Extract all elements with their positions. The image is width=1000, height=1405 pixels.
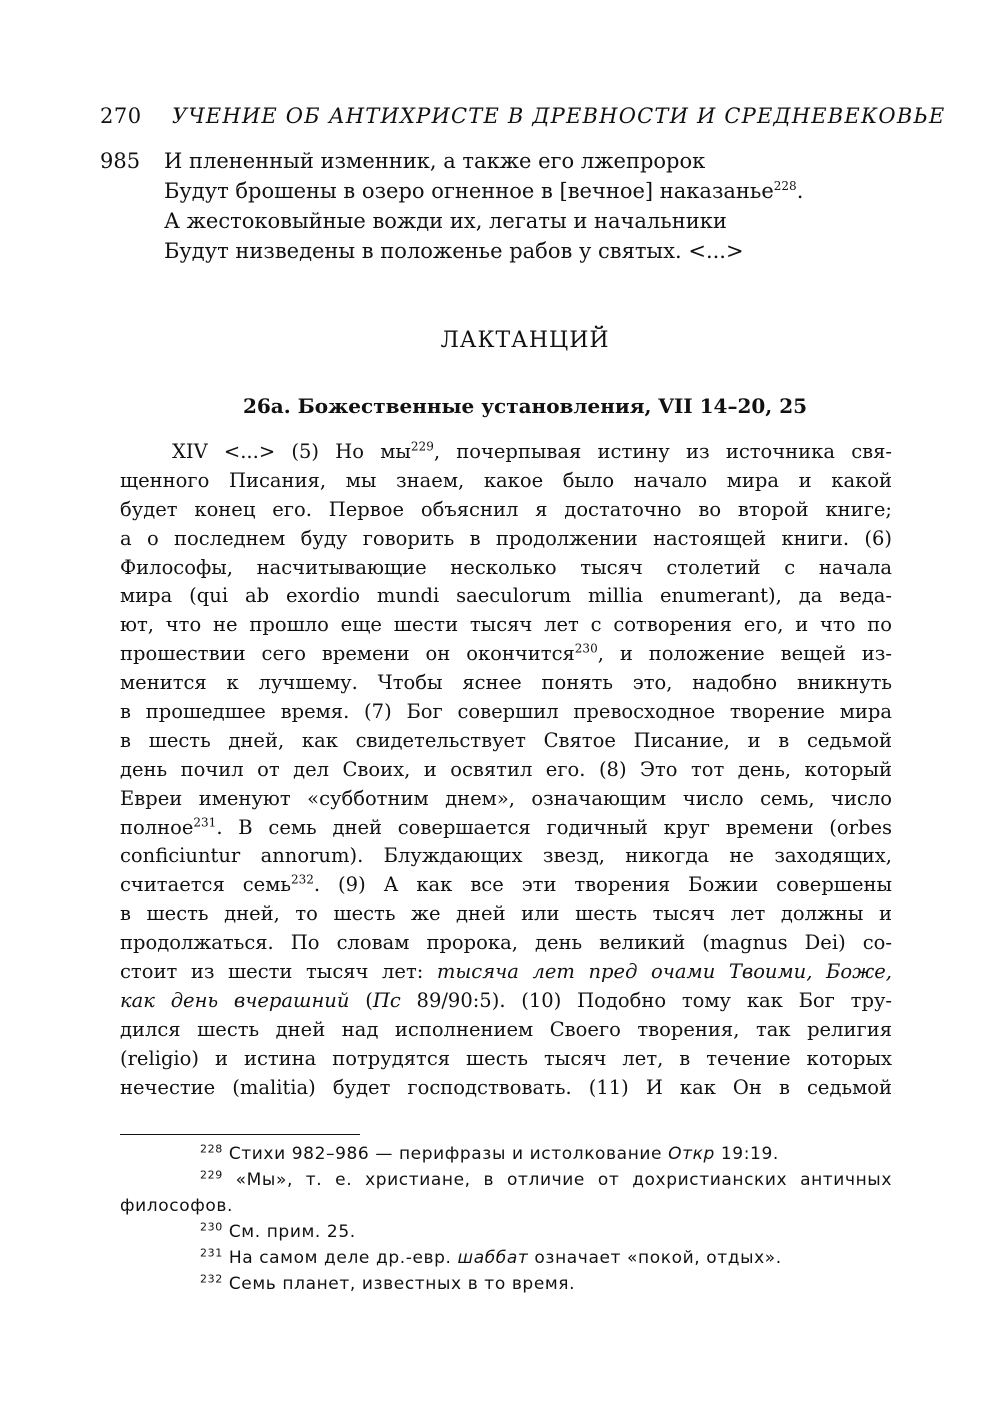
footnote-231: $^{231}$ На самом деле др.-евр. шаббат означает «покой, отдых». bbox=[200, 1246, 782, 1268]
text-line: дился шесть дней над исполнением Своего творения, так религия bbox=[120, 1017, 892, 1041]
body-text bbox=[120, 438, 892, 1102]
text-line: как день вчерашний (Пс 89/90:5). (10) Подобно тому как Бог тру- bbox=[120, 988, 893, 1012]
footnote-230: $^{230}$ См. прим. 25. bbox=[200, 1220, 356, 1242]
verse-line-number: 985 bbox=[100, 149, 141, 173]
running-title: УЧЕНИЕ ОБ АНТИХРИСТЕ В ДРЕВНОСТИ И СРЕДНЕВЕКОВЬЕ bbox=[172, 104, 946, 128]
section-subtitle: 26а. Божественные установления, VII 14–20, 25 bbox=[242, 394, 808, 418]
text-line: продолжаться. По словам пророка, день великий (magnus Dei) со- bbox=[120, 931, 892, 955]
poem-line: А жестоковыйные вожди их, легаты и начальники bbox=[164, 209, 727, 233]
footnote-228: $^{228}$ Стихи 982–986 — перифразы и истолкование Откр 19:19. bbox=[200, 1142, 779, 1164]
text-line: в шесть дней, то шесть же дней или шесть тысяч лет должны и bbox=[120, 902, 892, 926]
text-line: ют, что не прошло еще шести тысяч лет с сотворения его, и что по bbox=[120, 613, 892, 637]
quote-italic: тысяча лет пред очами Твоими, Боже, bbox=[436, 960, 892, 984]
quote-italic: как день вчерашний bbox=[120, 988, 350, 1012]
text-line: а о последнем буду говорить в продолжении настоящей книги. (6) bbox=[120, 526, 892, 550]
footnote-ref: 230 bbox=[574, 641, 598, 656]
footnote-ref: 231 bbox=[193, 815, 217, 830]
text-line: в прошедшее время. (7) Бог совершил превосходное творение мира bbox=[120, 700, 892, 724]
text-line: нечестие (malitia) будет господствовать. (11) И как Он в седьмой bbox=[120, 1075, 892, 1099]
text-line: стоит из шести тысяч лет: тысяча лет пред очами Твоими, Боже, bbox=[120, 960, 892, 984]
text-line: (religio) и истина потрудятся шесть тысяч лет, в течение которых bbox=[120, 1046, 892, 1070]
text-line: XIV <...> (5) Но $мы^{229}$, почерпывая истину из источника свя- bbox=[172, 439, 892, 463]
text-line: Философы, насчитывающие несколько тысяч столетий с начала bbox=[120, 555, 892, 579]
footnote-229-cont: философов. bbox=[120, 1196, 233, 1216]
text-line: день почил от дел Своих, и освятил его. (8) Это тот день, который bbox=[120, 757, 892, 781]
footnote-ref: 228 bbox=[773, 179, 797, 193]
bible-ref: Пс bbox=[372, 988, 401, 1012]
text-line: менится к лучшему. Чтобы яснее понять это, надобно вникнуть bbox=[120, 671, 892, 695]
footnote-ref: 229 bbox=[410, 439, 434, 454]
footnote-rule bbox=[120, 1134, 360, 1135]
footnote-229: $^{229}$ «Мы», т. е. христиане, в отличие от дохристианских античных bbox=[200, 1168, 892, 1190]
text-line: в шесть дней, как свидетельствует Святое Писание, и в седьмой bbox=[120, 728, 892, 752]
text-line: conficiuntur annorum). Блуждающих звезд, никогда не заходящих, bbox=[120, 844, 892, 868]
running-header bbox=[100, 104, 946, 128]
text-line: щенного Писания, мы знаем, какое было начало мира и какой bbox=[120, 468, 892, 492]
poem-line: 985 И плененный изменник, а также его лжепророк bbox=[100, 146, 900, 176]
poem-excerpt bbox=[100, 146, 900, 266]
text-line: мира (qui ab exordio mundi saeculorum millia enumerant), да веда- bbox=[120, 584, 892, 608]
poem-line: Будут брошены в озеро огненное в [вечное] наказанье$^{228}$. bbox=[164, 179, 804, 203]
text-line: будет конец его. Первое объяснил я достаточно во второй книге; bbox=[120, 497, 892, 521]
text-line: полное$^{231}$. В семь дней совершается годичный круг времени (orbes bbox=[120, 815, 892, 839]
text-line: прошествии сего времени он окончится$^{230}$, и положение вещей из- bbox=[120, 641, 892, 666]
page-number: 270 bbox=[100, 104, 142, 128]
footnote-232: $^{232}$ Семь планет, известных в то время. bbox=[200, 1272, 576, 1294]
poem-line: Будут низведены в положенье рабов у святых. <...> bbox=[164, 239, 744, 263]
footnote-ref: 232 bbox=[290, 872, 314, 887]
footnotes bbox=[120, 1141, 892, 1297]
section-title: ЛАКТАНЦИЙ bbox=[440, 328, 610, 353]
text-line: Евреи именуют «субботним днем», означающим число семь, число bbox=[120, 786, 892, 810]
text-line: считается семь$^{232}$. (9) А как все эти творения Божии совершены bbox=[120, 872, 892, 897]
